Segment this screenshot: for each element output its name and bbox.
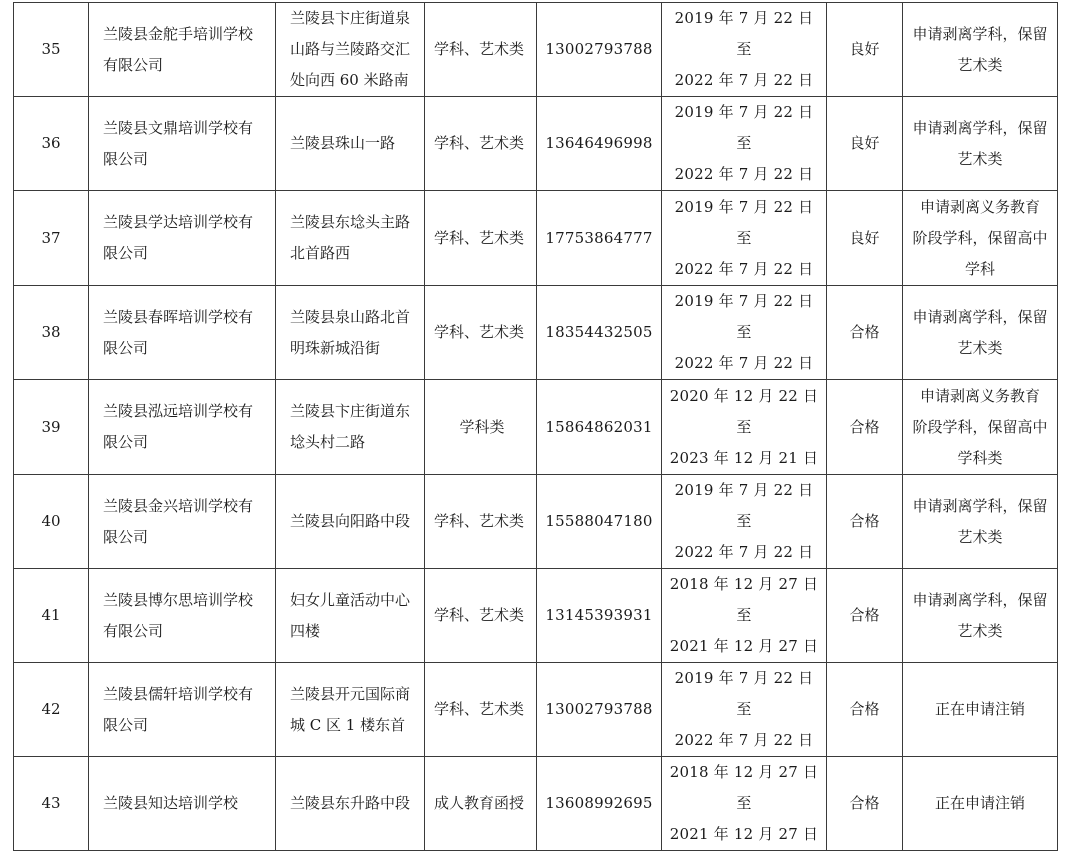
cell-category-text: 学科、艺术类	[434, 700, 525, 718]
cell-address-text: 妇女儿童活动中心 四楼	[290, 590, 411, 640]
cell-address	[276, 3, 425, 97]
cell-remark	[903, 286, 1058, 380]
cell-license-period-text: 2019 年 7 月 22 日至 2022 年 7 月 22 日	[674, 197, 814, 278]
cell-rating	[827, 663, 903, 757]
cell-category	[425, 663, 537, 757]
cell-phone	[537, 380, 662, 475]
cell-rating-text: 合格	[849, 417, 880, 436]
cell-number-text: 42	[41, 700, 61, 718]
cell-license-period	[662, 663, 827, 757]
cell-address-text: 兰陵县东升路中段	[290, 794, 411, 812]
table-row	[14, 380, 1058, 475]
cell-number	[14, 3, 89, 97]
cell-license-period-text: 2019 年 7 月 22 日至 2022 年 7 月 22 日	[674, 9, 814, 89]
cell-rating-text: 合格	[849, 794, 880, 812]
cell-phone	[537, 757, 662, 851]
cell-address-text: 兰陵县卞庄街道泉 山路与兰陵路交汇 处向西 60 米路南	[290, 9, 411, 89]
cell-category	[425, 757, 537, 851]
cell-remark-text: 申请剥离学科，保留 艺术类	[912, 590, 1048, 640]
table-row	[14, 3, 1058, 97]
cell-phone	[537, 97, 662, 191]
cell-rating	[827, 757, 903, 851]
cell-school-name	[89, 757, 276, 851]
cell-phone-text: 17753864777	[545, 228, 653, 247]
cell-school-name-text: 兰陵县学达培训学校有 限公司	[103, 213, 254, 262]
cell-category	[425, 380, 537, 475]
table-body	[14, 3, 1058, 851]
cell-remark-text: 申请剥离义务教育 阶段学科，保留高中 学科	[912, 197, 1048, 278]
cell-address	[276, 569, 425, 663]
cell-rating-text: 良好	[849, 134, 880, 152]
cell-remark	[903, 757, 1058, 851]
cell-license-period-text: 2020 年 12 月 22 日至 2023 年 12 月 21 日	[669, 386, 819, 467]
cell-rating	[827, 3, 903, 97]
cell-rating-text: 良好	[849, 228, 880, 247]
cell-school-name	[89, 475, 276, 569]
cell-phone	[537, 3, 662, 97]
cell-school-name	[89, 569, 276, 663]
cell-license-period	[662, 191, 827, 286]
cell-remark	[903, 3, 1058, 97]
cell-school-name-text: 兰陵县春晖培训学校有 限公司	[103, 307, 254, 357]
cell-license-period-text: 2018 年 12 月 27 日至 2021 年 12 月 27 日	[669, 763, 819, 843]
cell-number-text: 36	[41, 134, 61, 152]
cell-license-period-text: 2019 年 7 月 22 日至 2022 年 7 月 22 日	[674, 103, 814, 183]
cell-phone	[537, 286, 662, 380]
cell-rating-text: 合格	[849, 700, 880, 718]
cell-address	[276, 191, 425, 286]
cell-license-period	[662, 475, 827, 569]
cell-school-name-text: 兰陵县博尔思培训学校 有限公司	[103, 590, 254, 640]
cell-school-name-text: 兰陵县金舵手培训学校 有限公司	[103, 24, 254, 74]
cell-number-text: 41	[41, 606, 61, 624]
cell-category-text: 学科、艺术类	[434, 512, 525, 530]
cell-remark	[903, 663, 1058, 757]
cell-school-name	[89, 380, 276, 475]
cell-number-text: 39	[41, 417, 61, 436]
cell-school-name	[89, 97, 276, 191]
cell-address	[276, 286, 425, 380]
cell-rating	[827, 475, 903, 569]
cell-address-text: 兰陵县开元国际商 城 C 区 1 楼东首	[290, 684, 411, 734]
cell-category	[425, 3, 537, 97]
cell-number-text: 38	[41, 323, 61, 341]
table-row	[14, 757, 1058, 851]
cell-address-text: 兰陵县泉山路北首 明珠新城沿街	[290, 307, 411, 357]
cell-category-text: 学科、艺术类	[434, 606, 525, 624]
cell-phone	[537, 663, 662, 757]
cell-license-period-text: 2019 年 7 月 22 日至 2022 年 7 月 22 日	[674, 481, 814, 561]
cell-rating	[827, 380, 903, 475]
cell-number	[14, 475, 89, 569]
cell-phone-text: 13002793788	[545, 700, 653, 718]
cell-phone-text: 13608992695	[545, 794, 653, 812]
cell-phone-text: 13646496998	[545, 134, 653, 152]
cell-school-name	[89, 3, 276, 97]
cell-phone	[537, 191, 662, 286]
cell-remark	[903, 380, 1058, 475]
cell-number	[14, 286, 89, 380]
cell-category	[425, 286, 537, 380]
cell-category	[425, 475, 537, 569]
cell-remark-text: 申请剥离义务教育 阶段学科，保留高中 学科类	[912, 386, 1048, 467]
cell-license-period	[662, 3, 827, 97]
cell-rating-text: 合格	[849, 323, 880, 341]
cell-address	[276, 475, 425, 569]
cell-phone	[537, 475, 662, 569]
table-row	[14, 663, 1058, 757]
cell-address-text: 兰陵县珠山一路	[290, 134, 396, 152]
cell-phone	[537, 569, 662, 663]
cell-school-name-text: 兰陵县文鼎培训学校有 限公司	[103, 118, 254, 168]
cell-phone-text: 15588047180	[545, 512, 653, 530]
cell-address-text: 兰陵县向阳路中段	[290, 512, 411, 530]
cell-remark	[903, 569, 1058, 663]
cell-remark	[903, 191, 1058, 286]
cell-category	[425, 191, 537, 286]
cell-school-name-text: 兰陵县知达培训学校	[103, 794, 239, 812]
cell-rating	[827, 286, 903, 380]
cell-category	[425, 569, 537, 663]
cell-address-text: 兰陵县卞庄街道东 埝头村二路	[290, 402, 411, 451]
cell-school-name	[89, 191, 276, 286]
cell-license-period	[662, 569, 827, 663]
cell-license-period-text: 2019 年 7 月 22 日至 2022 年 7 月 22 日	[674, 292, 814, 372]
cell-number-text: 37	[41, 228, 61, 247]
table-row	[14, 97, 1058, 191]
cell-remark	[903, 475, 1058, 569]
cell-phone-text: 18354432505	[545, 323, 653, 341]
cell-address-text: 兰陵县东埝头主路 北首路西	[290, 213, 411, 262]
cell-rating-text: 合格	[849, 512, 880, 530]
cell-number	[14, 380, 89, 475]
table-row	[14, 475, 1058, 569]
cell-license-period	[662, 380, 827, 475]
cell-remark-text: 申请剥离学科，保留 艺术类	[912, 307, 1048, 357]
cell-school-name	[89, 663, 276, 757]
cell-address	[276, 663, 425, 757]
cell-license-period	[662, 286, 827, 380]
cell-number-text: 35	[41, 40, 61, 58]
cell-category-text: 学科、艺术类	[434, 323, 525, 341]
cell-category	[425, 97, 537, 191]
cell-number	[14, 663, 89, 757]
cell-category-text: 学科、艺术类	[434, 228, 525, 247]
cell-category-text: 学科、艺术类	[434, 134, 525, 152]
cell-phone-text: 13145393931	[545, 606, 653, 624]
cell-number	[14, 757, 89, 851]
cell-address	[276, 97, 425, 191]
cell-remark-text: 申请剥离学科，保留 艺术类	[912, 24, 1048, 74]
cell-license-period	[662, 757, 827, 851]
cell-school-name-text: 兰陵县泓远培训学校有 限公司	[103, 402, 254, 451]
cell-rating-text: 良好	[849, 40, 880, 58]
cell-license-period-text: 2018 年 12 月 27 日至 2021 年 12 月 27 日	[669, 575, 819, 655]
cell-remark-text: 正在申请注销	[934, 794, 1025, 812]
cell-phone-text: 13002793788	[545, 40, 653, 58]
table-row	[14, 191, 1058, 286]
cell-school-name-text: 兰陵县金兴培训学校有 限公司	[103, 496, 254, 546]
table-row	[14, 569, 1058, 663]
cell-license-period	[662, 97, 827, 191]
institution-table	[13, 2, 1058, 851]
cell-number	[14, 191, 89, 286]
cell-number	[14, 569, 89, 663]
cell-remark-text: 申请剥离学科，保留 艺术类	[912, 118, 1048, 168]
cell-category-text: 学科类	[459, 417, 505, 436]
cell-license-period-text: 2019 年 7 月 22 日至 2022 年 7 月 22 日	[674, 669, 814, 749]
cell-rating-text: 合格	[849, 606, 880, 624]
cell-number-text: 40	[41, 512, 61, 530]
cell-remark-text: 申请剥离学科，保留 艺术类	[912, 496, 1048, 546]
cell-category-text: 成人教育函授	[434, 794, 525, 812]
cell-school-name-text: 兰陵县儒轩培训学校有 限公司	[103, 684, 254, 734]
cell-number-text: 43	[41, 794, 61, 812]
cell-address	[276, 380, 425, 475]
cell-remark	[903, 97, 1058, 191]
cell-phone-text: 15864862031	[545, 417, 653, 436]
table-row	[14, 286, 1058, 380]
cell-rating	[827, 97, 903, 191]
cell-remark-text: 正在申请注销	[934, 700, 1025, 718]
cell-rating	[827, 191, 903, 286]
cell-rating	[827, 569, 903, 663]
cell-category-text: 学科、艺术类	[434, 40, 525, 58]
cell-school-name	[89, 286, 276, 380]
cell-number	[14, 97, 89, 191]
cell-address	[276, 757, 425, 851]
